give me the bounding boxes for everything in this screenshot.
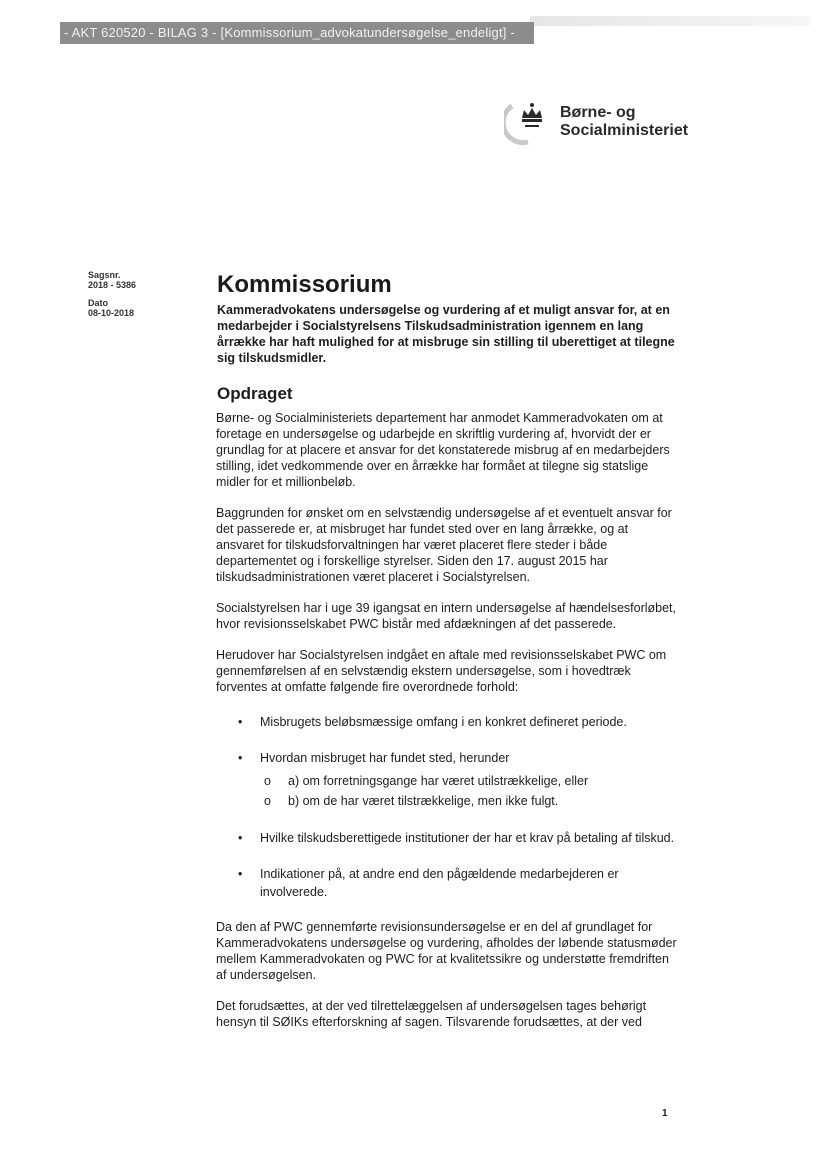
list-item [212, 829, 678, 847]
sub-list-item-text: b) om de har været tilstrækkelige, men ikke fulgt. [288, 794, 559, 808]
logo-line2: Socialministeriet [560, 122, 689, 139]
ministry-logo [504, 96, 704, 148]
paragraph: Da den af PWC gennemførte revisionsundersøgelse er en del af grundlaget for Kammeradvokatens undersøgelse og vurdering, afholdes der løbende statusmøder mellem Kammeradvokaten og PWC for at kvalitetssikre og understøtte fremdriften af undersøgelsen. [216, 920, 677, 982]
list-item-text: Hvordan misbruget har fundet sted, herunder [260, 751, 510, 765]
document-body [212, 410, 678, 1045]
list-item [212, 865, 678, 901]
sagsnr-label: Sagsnr. [88, 270, 121, 280]
page-number: 1 [662, 1108, 668, 1119]
logo-line1: Børne- og [560, 104, 636, 121]
paragraph: Socialstyrelsen har i uge 39 igangsat en intern undersøgelse af hændelsesforløbet, hvor revisionsselskabet PWC bistår med afdækningen af det passerede. [216, 601, 676, 631]
bullet-marker: • [238, 831, 243, 845]
page-title: Kommissorium [217, 271, 392, 298]
title-block [217, 270, 687, 412]
list-item [212, 713, 678, 731]
document-stamp: - AKT 620520 - BILAG 3 - [Kommissorium_advokatundersøgelse_endeligt] - [60, 22, 534, 44]
paragraph: Børne- og Socialministeriets departement har anmodet Kammeradvokaten om at foretage en undersøgelse og udarbejde en skriftlig vurdering af, hvorvidt der er grundlag for at placere et ansvar for det konstaterede misbrug af en medarbejders stilling, idet vedkommende over en årrække har formået at tilegne sig statslige midler for et millionbeløb. [216, 411, 670, 489]
section-heading: Opdraget [217, 384, 293, 403]
dato-value: 08-10-2018 [88, 308, 135, 318]
bullet-marker: • [238, 715, 243, 729]
sagsnr-value: 2018 - 5386 [88, 280, 137, 290]
paragraph: Herudover har Socialstyrelsen indgået en aftale med revisionsselskabet PWC om gennemførelsen af en selvstændig ekstern undersøgelse, som i hovedtræk forventes at omfatte følgende fire overordnede forhold: [216, 648, 667, 694]
paragraph: Baggrunden for ønsket om en selvstændig undersøgelse af et eventuelt ansvar for det passerede er, at misbruget har fundet sted over en lang årrække, og at ansvaret for tilskudsforvaltningen har været placeret flere steder i både departementet og i forskellige styrelser. Siden den 17. august 2015 har tilskudsadministrationen været placeret i Socialstyrelsen. [216, 506, 672, 584]
list-item-text: Misbrugets beløbsmæssige omfang i en konkret defineret periode. [260, 715, 627, 729]
paragraph: Det forudsættes, at der ved tilrettelæggelsen af undersøgelsen tages behørigt hensyn til SØIKs efterforskning af sagen. Tilsvarende forudsættes, at der ved [216, 999, 647, 1029]
page-subtitle: Kammeradvokatens undersøgelse og vurdering af et muligt ansvar for, at en medarbejder i Socialstyrelsens Tilskudsadministration igennem en lang årrække har haft mulighed for at misbruge sin stilling til uberettiget at tilegne sig tilskudsmidler. [217, 303, 675, 365]
list-item [212, 749, 678, 811]
sub-bullet-marker: o [264, 774, 271, 788]
crown-icon [504, 96, 554, 146]
bullet-marker: • [238, 751, 243, 765]
dato-label: Dato [88, 298, 108, 308]
bullet-list [212, 713, 678, 901]
document-meta [88, 270, 136, 318]
scan-edge-shade [530, 16, 810, 26]
sub-list-item-text: a) om forretningsgange har været utilstrækkelige, eller [288, 774, 589, 788]
sub-list-item [260, 791, 678, 811]
bullet-marker: • [238, 867, 243, 881]
sub-list [260, 771, 678, 811]
list-item-text: Hvilke tilskudsberettigede institutioner der har et krav på betaling af tilskud. [260, 831, 675, 845]
sub-list-item [260, 771, 678, 791]
list-item-text: Indikationer på, at andre end den pågældende medarbejderen er involverede. [260, 867, 619, 899]
sub-bullet-marker: o [264, 794, 271, 808]
